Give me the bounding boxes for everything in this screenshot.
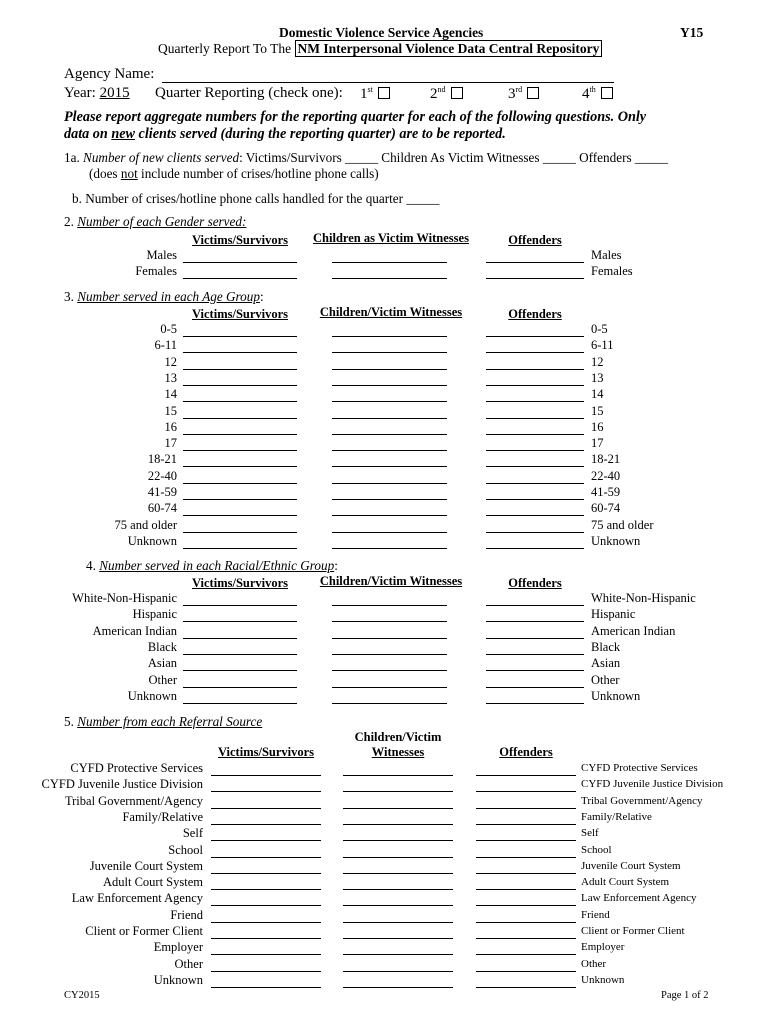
q3-heading: 3. Number served in each Age Group: [64, 289, 264, 304]
q5-field-col3[interactable] [476, 857, 576, 858]
q3-field-col3[interactable] [486, 483, 584, 484]
q3-field-col1[interactable] [183, 401, 297, 402]
q5-field-col2[interactable] [343, 954, 453, 955]
q3-field-col2[interactable] [332, 483, 447, 484]
q4-field-col3[interactable] [486, 605, 584, 606]
q5-field-col2[interactable] [343, 824, 453, 825]
q4-row-label-right: Black [591, 639, 621, 654]
q3-field-col2[interactable] [332, 532, 447, 533]
q5-row-label-right: Employer [581, 941, 625, 954]
q4-row-label: American Indian [92, 623, 177, 638]
q5-field-col2[interactable] [343, 808, 453, 809]
q4-row-label-right: American Indian [591, 623, 676, 638]
q5-field-col2[interactable] [343, 987, 453, 988]
q4-row-label-right: Hispanic [591, 607, 636, 622]
q4-field-col2[interactable] [332, 638, 447, 639]
q3-row-label-right: 18-21 [591, 452, 621, 467]
q5-field-col1[interactable] [211, 873, 321, 874]
q5-field-col1[interactable] [211, 791, 321, 792]
q3-col-children: Children/Victim Witnesses [319, 305, 463, 319]
repository-name: NM Interpersonal Violence Data Central Repository [295, 40, 603, 57]
q5-field-col3[interactable] [476, 824, 576, 825]
q3-field-col1[interactable] [183, 548, 297, 549]
page-number: Page 1 of 2 [661, 990, 709, 1001]
q5-field-col2[interactable] [343, 922, 453, 923]
q3-field-col3[interactable] [486, 418, 584, 419]
q3-field-col3[interactable] [486, 548, 584, 549]
q5-row-label: Client or Former Client [85, 924, 203, 938]
q3-field-col1[interactable] [183, 515, 297, 516]
q3-row-label-right: 15 [591, 403, 604, 418]
q2-row-label: Males [146, 248, 177, 262]
q3-row-label-right: 75 and older [591, 517, 654, 532]
q3-field-col2[interactable] [332, 385, 447, 386]
q5-row-label-right: Juvenile Court System [581, 859, 681, 872]
q4-field-col1[interactable] [183, 654, 297, 655]
subtitle-prefix: Quarterly Report To The [158, 41, 292, 56]
q3-field-col2[interactable] [332, 515, 447, 516]
q3-row-label-right: 6-11 [591, 338, 614, 353]
q5-field-col3[interactable] [476, 873, 576, 874]
q3-field-col3[interactable] [486, 499, 584, 500]
q5-field-col2[interactable] [343, 775, 453, 776]
q3-field-col2[interactable] [332, 418, 447, 419]
q4-row-label-right: Other [591, 672, 620, 687]
q4-field-col2[interactable] [332, 605, 447, 606]
q3-field-col1[interactable] [183, 450, 297, 451]
year-value: 2015 [99, 85, 130, 101]
q3-field-col1[interactable] [183, 352, 297, 353]
q3-field-col1[interactable] [183, 532, 297, 533]
q4-field-col1[interactable] [183, 638, 297, 639]
q4-row-label: Asian [147, 656, 177, 671]
q3-field-col1[interactable] [183, 483, 297, 484]
q3-field-col2[interactable] [332, 499, 447, 500]
q4-field-col3[interactable] [486, 670, 584, 671]
q1b-text: b. Number of crises/hotline phone calls handled for the quarter _____ [72, 191, 440, 206]
q5-col-victims: Victims/Survivors [217, 745, 315, 759]
q5-field-col2[interactable] [343, 791, 453, 792]
q3-field-col2[interactable] [332, 466, 447, 467]
q4-field-col3[interactable] [486, 621, 584, 622]
q5-field-col1[interactable] [211, 775, 321, 776]
q2-field-col3[interactable] [486, 278, 584, 279]
q5-col-offenders: Offenders [499, 745, 553, 759]
q4-col-victims: Victims/Survivors [191, 576, 289, 590]
year-row [64, 85, 130, 102]
q4-field-col1[interactable] [183, 621, 297, 622]
q5-row-label: Self [182, 826, 203, 841]
q5-row-label-right: Adult Court System [581, 876, 670, 889]
q4-field-col1[interactable] [183, 670, 297, 671]
q3-row-label: 6-11 [154, 338, 177, 353]
q5-field-col2[interactable] [343, 840, 453, 841]
q5-field-col2[interactable] [343, 971, 453, 972]
q4-row-label: Other [148, 672, 177, 687]
q3-row-label: 12 [164, 354, 177, 369]
q5-field-col3[interactable] [476, 840, 576, 841]
q2-col-victims: Victims/Survivors [191, 233, 289, 247]
q5-row-label: Friend [170, 907, 203, 922]
q3-row-label: 13 [164, 370, 177, 385]
q5-field-col1[interactable] [211, 938, 321, 939]
q5-row-label-right: Law Enforcement Agency [581, 892, 697, 905]
q4-row-label: White-Non-Hispanic [72, 591, 177, 605]
q3-field-col2[interactable] [332, 352, 447, 353]
q5-row-label-right: CYFD Protective Services [581, 762, 698, 774]
q2-col-offenders: Offenders [508, 233, 562, 247]
q4-col-offenders: Offenders [508, 576, 562, 590]
q4-field-col1[interactable] [183, 687, 297, 688]
q3-field-col1[interactable] [183, 418, 297, 419]
q1a-text: 1a. Number of new clients served: Victims/Survivors _____ Children As Victim Witnesses _____ Offenders _____ [64, 150, 668, 165]
q5-field-col1[interactable] [211, 954, 321, 955]
q5-field-col1[interactable] [211, 857, 321, 858]
q5-row-label: Adult Court System [102, 875, 203, 890]
q5-row-label-right: CYFD Juvenile Justice Division [581, 778, 724, 791]
q5-row-label-right: Other [581, 957, 607, 970]
q2-field-col1[interactable] [183, 278, 297, 279]
q3-row-label-right: 16 [591, 419, 604, 434]
q5-field-col2[interactable] [343, 905, 453, 906]
q2-heading: 2. Number of each Gender served: [64, 214, 247, 229]
q5-row-label: Tribal Government/Agency [64, 793, 203, 808]
checkbox-icon[interactable] [451, 87, 463, 99]
q3-field-col1[interactable] [183, 466, 297, 467]
q4-field-col3[interactable] [486, 638, 584, 639]
q3-row-label: 18-21 [147, 452, 177, 467]
q3-row-label: 75 and older [114, 517, 177, 532]
agency-name-field[interactable] [162, 82, 614, 83]
q5-row-label-right: Unknown [581, 973, 625, 986]
q3-field-col3[interactable] [486, 385, 584, 386]
footer-year: CY2015 [64, 990, 100, 1001]
q5-field-col1[interactable] [211, 987, 321, 988]
q5-field-col1[interactable] [211, 824, 321, 825]
q5-field-col3[interactable] [476, 922, 576, 923]
q3-field-col3[interactable] [486, 352, 584, 353]
q5-row-label: School [168, 842, 203, 857]
q2-row-label-right: Females [591, 264, 633, 279]
q4-field-col1[interactable] [183, 703, 297, 704]
q3-field-col3[interactable] [486, 369, 584, 370]
instructions-line-1: Please report aggregate numbers for the reporting quarter for each of the following questions. Only [64, 109, 647, 125]
q3-row-label: 41-59 [147, 485, 177, 499]
q3-row-label: Unknown [127, 533, 177, 548]
q2-row-label-right: Males [591, 248, 622, 262]
q3-field-col3[interactable] [486, 515, 584, 516]
quarter-label: Quarter Reporting (check one): [155, 85, 343, 101]
q5-row-label-right: Tribal Government/Agency [581, 794, 703, 807]
checkbox-icon[interactable] [378, 87, 390, 99]
form-subtitle [158, 41, 602, 57]
quarter-3-option[interactable]: 3rd [508, 85, 539, 103]
q3-row-label-right: 60-74 [591, 501, 621, 516]
q3-row-label-right: 22-40 [591, 468, 621, 483]
quarter-4-option[interactable]: 4th [582, 85, 613, 103]
q4-field-col1[interactable] [183, 605, 297, 606]
form-code: Y15 [680, 25, 704, 40]
q4-field-col2[interactable] [332, 703, 447, 704]
q4-col-children: Children/Victim Witnesses [319, 574, 463, 588]
q3-field-col2[interactable] [332, 336, 447, 337]
q3-field-col2[interactable] [332, 401, 447, 402]
q3-field-col3[interactable] [486, 532, 584, 533]
q5-field-col2[interactable] [343, 889, 453, 890]
q4-row-label: Black [147, 639, 177, 654]
q4-row-label-right: Unknown [591, 688, 641, 703]
q4-field-col2[interactable] [332, 670, 447, 671]
q5-row-label-right: School [581, 843, 612, 856]
q3-row-label-right: 41-59 [591, 485, 621, 499]
q5-row-label: Unknown [153, 972, 203, 987]
q3-field-col3[interactable] [486, 336, 584, 337]
q4-field-col2[interactable] [332, 654, 447, 655]
q2-field-col3[interactable] [486, 262, 584, 263]
q5-row-label: Employer [153, 940, 203, 955]
q5-field-col1[interactable] [211, 971, 321, 972]
q5-field-col2[interactable] [343, 873, 453, 874]
q2-field-col2[interactable] [332, 262, 447, 263]
q3-field-col1[interactable] [183, 434, 297, 435]
q5-row-label: Other [174, 956, 203, 971]
form-title: Domestic Violence Service Agencies [279, 25, 484, 40]
q5-col-children: Children/Victim Witnesses [354, 730, 442, 759]
q5-row-label: Juvenile Court System [89, 858, 203, 873]
q3-field-col2[interactable] [332, 548, 447, 549]
q3-field-col3[interactable] [486, 401, 584, 402]
q5-row-label: Family/Relative [122, 809, 203, 824]
q5-field-col1[interactable] [211, 889, 321, 890]
q4-field-col3[interactable] [486, 703, 584, 704]
q3-row-label-right: 12 [591, 354, 604, 369]
q3-row-label: 22-40 [147, 468, 177, 483]
q1a-note: (does not include number of crises/hotline phone calls) [89, 166, 379, 181]
q3-row-label: 14 [164, 387, 177, 402]
q5-field-col3[interactable] [476, 889, 576, 890]
q5-field-col2[interactable] [343, 857, 453, 858]
q3-row-label-right: 0-5 [591, 322, 608, 336]
q5-field-col3[interactable] [476, 954, 576, 955]
q5-row-label: CYFD Protective Services [70, 761, 203, 775]
q3-row-label-right: 17 [591, 436, 604, 451]
q3-field-col1[interactable] [183, 369, 297, 370]
quarter-2-option[interactable]: 2nd [430, 85, 463, 103]
q3-field-col1[interactable] [183, 499, 297, 500]
q3-field-col1[interactable] [183, 336, 297, 337]
q3-col-victims: Victims/Survivors [191, 307, 289, 321]
q3-field-col3[interactable] [486, 466, 584, 467]
q4-field-col2[interactable] [332, 687, 447, 688]
q4-field-col3[interactable] [486, 654, 584, 655]
q3-row-label: 16 [164, 419, 177, 434]
q3-row-label-right: 14 [591, 387, 604, 402]
q5-field-col3[interactable] [476, 791, 576, 792]
q5-field-col3[interactable] [476, 971, 576, 972]
q4-row-label-right: White-Non-Hispanic [591, 591, 696, 605]
q3-row-label: 15 [164, 403, 177, 418]
q3-row-label-right: 13 [591, 370, 604, 385]
q3-field-col2[interactable] [332, 369, 447, 370]
q4-field-col2[interactable] [332, 621, 447, 622]
q5-row-label-right: Family/Relative [581, 810, 652, 823]
q3-field-col3[interactable] [486, 434, 584, 435]
agency-name-label: Agency Name: [64, 66, 155, 82]
q2-row-label: Females [135, 264, 177, 279]
q5-heading: 5. Number from each Referral Source [64, 714, 263, 729]
q4-heading: 4. Number served in each Racial/Ethnic Group: [86, 558, 338, 573]
q4-row-label: Hispanic [132, 607, 177, 622]
q5-field-col3[interactable] [476, 775, 576, 776]
q3-field-col1[interactable] [183, 385, 297, 386]
q3-col-offenders: Offenders [508, 307, 562, 321]
q5-row-label-right: Client or Former Client [581, 925, 685, 937]
q5-field-col3[interactable] [476, 905, 576, 906]
q5-field-col2[interactable] [343, 938, 453, 939]
q4-field-col3[interactable] [486, 687, 584, 688]
q3-row-label-right: Unknown [591, 533, 641, 548]
q5-row-label: Law Enforcement Agency [71, 891, 203, 906]
q5-row-label-right: Self [581, 827, 599, 840]
q4-row-label-right: Asian [591, 656, 621, 671]
instructions-line-2: data on new clients served (during the reporting quarter) are to be reported. [64, 126, 506, 142]
year-label: Year: [64, 85, 96, 101]
q3-field-col3[interactable] [486, 450, 584, 451]
q3-field-col2[interactable] [332, 450, 447, 451]
q5-field-col1[interactable] [211, 808, 321, 809]
q5-field-col1[interactable] [211, 840, 321, 841]
q4-row-label: Unknown [127, 688, 177, 703]
q2-col-children: Children as Victim Witnesses [313, 231, 469, 245]
q5-row-label: CYFD Juvenile Justice Division [41, 777, 203, 792]
q3-row-label: 0-5 [160, 322, 177, 336]
q2-field-col2[interactable] [332, 278, 447, 279]
q3-row-label: 17 [164, 436, 177, 451]
q3-field-col2[interactable] [332, 434, 447, 435]
quarter-1-option[interactable]: 1st [360, 85, 390, 103]
q5-row-label-right: Friend [581, 908, 610, 921]
checkbox-icon[interactable] [601, 87, 613, 99]
q5-field-col3[interactable] [476, 987, 576, 988]
q5-field-col3[interactable] [476, 938, 576, 939]
q5-field-col1[interactable] [211, 905, 321, 906]
checkbox-icon[interactable] [527, 87, 539, 99]
q3-row-label: 60-74 [147, 501, 177, 516]
q5-field-col3[interactable] [476, 808, 576, 809]
q2-field-col1[interactable] [183, 262, 297, 263]
q5-field-col1[interactable] [211, 922, 321, 923]
